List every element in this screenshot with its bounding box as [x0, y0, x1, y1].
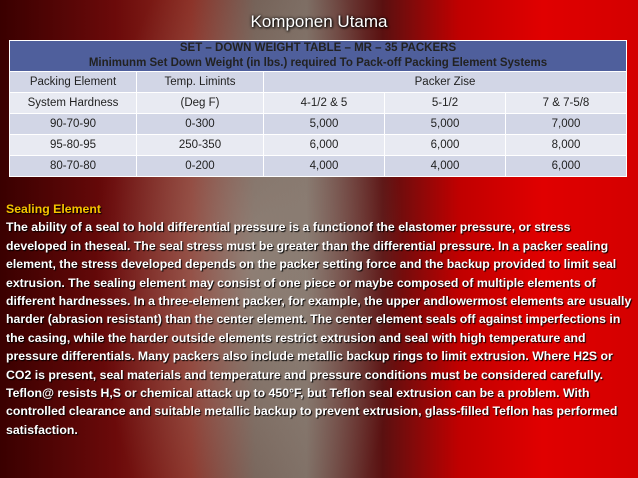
header-temp-limits: Temp. Limints	[137, 72, 264, 93]
table-cell: 4,000	[385, 156, 506, 177]
header-size-4-5: 4-1/2 & 5	[264, 93, 385, 114]
sealing-element-section	[6, 200, 634, 439]
set-down-weight-table	[9, 40, 627, 177]
header-packing-element: Packing Element	[10, 72, 137, 93]
slide-title: Komponen Utama	[250, 12, 388, 31]
table-cell: 0-300	[137, 114, 264, 135]
table-title-line-1: SET – DOWN WEIGHT TABLE – MR – 35 PACKERS	[179, 42, 457, 54]
table-cell: 6,000	[264, 135, 385, 156]
table-header-row-1	[10, 72, 627, 93]
table-title-line-2: Minimunm Set Down Weight (in lbs.) required To Pack-off Packing Element Systems	[88, 57, 548, 69]
table-title-row	[10, 41, 627, 72]
header-size-5-5: 5-1/2	[385, 93, 506, 114]
table-cell: 95-80-95	[10, 135, 137, 156]
header-deg-f: (Deg F)	[137, 93, 264, 114]
table-cell: 4,000	[264, 156, 385, 177]
table-cell: 8,000	[506, 135, 627, 156]
table-cell: 5,000	[385, 114, 506, 135]
table-row	[10, 114, 627, 135]
section-paragraph: The ability of a seal to hold differential pressure is a functionof the elastomer pressure, or stress developed in theseal. The seal stress must be greater than the differential pressure. In a packer sealing element, the stress developed depends on the packer setting force and the backup provided to limit seal extrusion. The sealing element may consist of one piece or maybe composed of multiple elements of different hardnesses. In a three-element packer, for example, the upper andlowermost elements are usually harder (abrasion resistant) than the center element. The center element seals off against imperfections in the casing, while the harder outside elements restrict extrusion and seal with high temperature and pressure differentials. Many packers also include metallic backup rings to limit extrusion. Where H2S or CO2 is present, seal materials and temperature and pressure conditions must be considered carefully. Teflon@ resists H,S or chemical attack up to 450°F, but Teflon seal extrusion can be a problem. With controlled clearance and suitable metallic backup to prevent extrusion, glass-filled Teflon has performed satisfaction.	[6, 220, 632, 437]
table-header-row-2	[10, 93, 627, 114]
header-size-7: 7 & 7-5/8	[506, 93, 627, 114]
header-system-hardness: System Hardness	[10, 93, 137, 114]
table-row	[10, 135, 627, 156]
table-row	[10, 156, 627, 177]
table-cell: 6,000	[506, 156, 627, 177]
table-cell: 5,000	[264, 114, 385, 135]
header-packer-size: Packer Zise	[264, 72, 627, 93]
table-cell: 80-70-80	[10, 156, 137, 177]
table-cell: 90-70-90	[10, 114, 137, 135]
table-title-cell	[10, 41, 627, 72]
table-cell: 7,000	[506, 114, 627, 135]
table-cell: 250-350	[137, 135, 264, 156]
section-heading: Sealing Element	[6, 202, 101, 216]
table-cell: 6,000	[385, 135, 506, 156]
table-cell: 0-200	[137, 156, 264, 177]
